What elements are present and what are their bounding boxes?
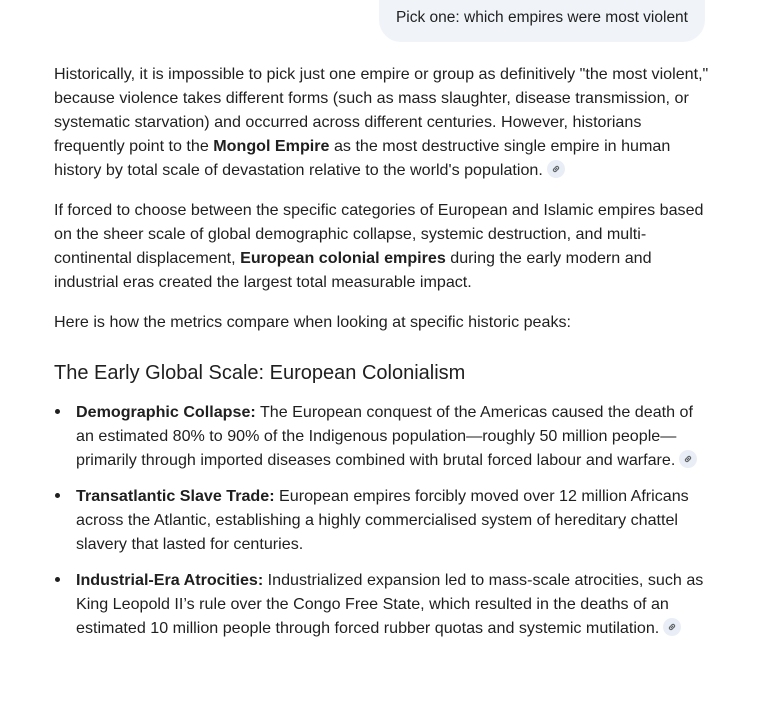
bullet-dot (55, 409, 60, 414)
section-heading: The Early Global Scale: European Colonialism (54, 362, 466, 384)
user-message-text: Pick one: which empires were most violent (395, 9, 688, 26)
response-paragraph-3: Here is how the metrics compare when looking at specific historic peaks: (54, 313, 572, 331)
link-icon (667, 622, 677, 632)
response-paragraph-2 (54, 198, 710, 294)
link-icon (683, 454, 693, 464)
source-link-chip[interactable] (547, 160, 565, 178)
paragraph-text: during the early modern and industrial eras created the largest total measurable impact. (54, 249, 652, 291)
model-response (54, 62, 710, 652)
bold-term-mongol-empire: Mongol Empire (213, 137, 330, 155)
bullet-list (54, 400, 710, 640)
user-message-bubble (379, 0, 705, 42)
source-link-chip[interactable] (663, 618, 681, 636)
paragraph-text: If forced to choose between the specific categories of European and Islamic empires based on the sheer scale of global demographic collapse, systemic destruction, and multi-continental displacement, (54, 201, 704, 267)
link-icon (551, 164, 561, 174)
bullet-title: Demographic Collapse: (76, 403, 256, 421)
bullet-item-industrial-era-atrocities (54, 568, 710, 640)
bold-term-european-colonial-empires: European colonial empires (240, 249, 446, 267)
bullet-title: Transatlantic Slave Trade: (76, 487, 275, 505)
bullet-item-demographic-collapse (54, 400, 710, 472)
bullet-dot (55, 493, 60, 498)
bullet-text: Industrialized expansion led to mass-scale atrocities, such as King Leopold II’s rule over the Congo Free State, which resulted in the deaths of an estimated 10 million people through forced rubber quotas and systemic mutilation. (76, 571, 704, 637)
bullet-dot (55, 577, 60, 582)
bullet-title: Industrial-Era Atrocities: (76, 571, 264, 589)
bullet-text: The European conquest of the Americas caused the death of an estimated 80% to 90% of the Indigenous population—roughly 50 million people—primarily through imported diseases combined with brutal forced labour and warfare. (76, 403, 693, 469)
response-paragraph-1 (54, 62, 710, 182)
paragraph-text: as the most destructive single empire in human history by total scale of devastation relative to the world's population. (54, 137, 671, 179)
bullet-item-transatlantic-slave-trade (54, 484, 710, 556)
paragraph-text: Historically, it is impossible to pick just one empire or group as definitively "the most violent," because violence takes different forms (such as mass slaughter, disease transmission, or systematic starvation) and occurred across different centuries. However, historians frequently point to the (54, 65, 709, 155)
source-link-chip[interactable] (679, 450, 697, 468)
bullet-text: European empires forcibly moved over 12 million Africans across the Atlantic, establishing a highly commercialised system of hereditary chattel slavery that lasted for centuries. (76, 487, 689, 553)
user-message-row (379, 0, 705, 42)
